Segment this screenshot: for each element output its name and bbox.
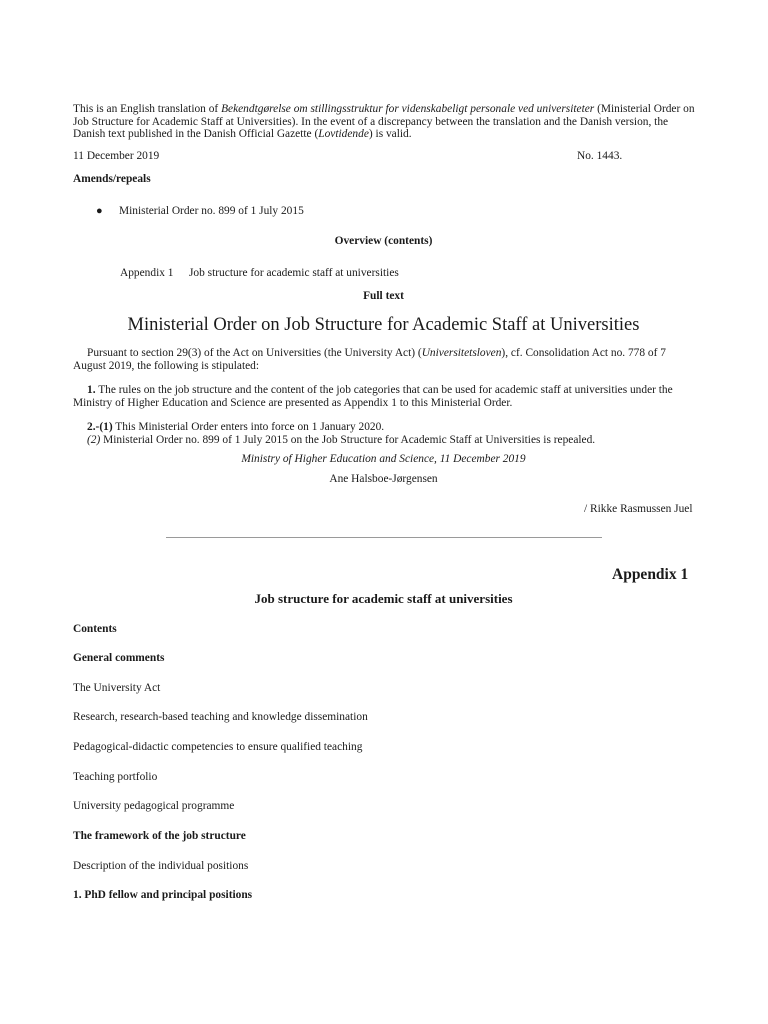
subsection-number: (2): [87, 434, 101, 446]
toc-item[interactable]: The framework of the job structure: [73, 830, 246, 842]
section-2: [73, 421, 698, 434]
translation-notice-text: This is an English translation of: [73, 103, 222, 115]
official-name: / Rikke Rasmussen Juel: [584, 503, 693, 515]
overview-heading: Overview (contents): [334, 235, 433, 247]
overview-item-text[interactable]: Job structure for academic staff at universities: [189, 267, 399, 279]
danish-title: Bekendtgørelse om stillingsstruktur for videnskabeligt personale ved universiteter: [221, 103, 595, 115]
appendix-label: Appendix 1: [612, 566, 689, 583]
section-text: This Ministerial Order enters into force on 1 January 2020.: [112, 421, 385, 433]
translation-notice: [73, 103, 698, 141]
preamble-text: Pursuant to section 29(3) of the Act on Universities (the University Act) (: [87, 347, 422, 359]
toc-item[interactable]: Research, research-based teaching and knowledge dissemination: [73, 711, 368, 723]
preamble-text: ), cf. Consolidation Act no. 778 of 7 August 2019, the following is stipulated:: [73, 347, 666, 372]
full-text-heading: Full text: [363, 290, 404, 302]
section-text: The rules on the job structure and the content of the job categories that can be used for academic staff at universities under the Ministry of Higher Education and Science are presented as Appendix 1 to this Ministerial Order.: [73, 384, 673, 409]
overview-item-label[interactable]: Appendix 1: [120, 267, 174, 279]
amends-item[interactable]: Ministerial Order no. 899 of 1 July 2015: [119, 205, 304, 217]
contents-heading: Contents: [73, 623, 117, 635]
toc-item[interactable]: University pedagogical programme: [73, 800, 235, 812]
order-date: 11 December 2019: [73, 150, 160, 162]
toc-item[interactable]: Description of the individual positions: [73, 860, 249, 872]
act-name: Universitetsloven: [421, 347, 502, 359]
section-number: 2.-(1): [87, 421, 113, 433]
section-number: 1.: [87, 384, 96, 396]
toc-item[interactable]: Pedagogical-didactic competencies to ensure qualified teaching: [73, 741, 363, 753]
toc-item[interactable]: The University Act: [73, 682, 161, 694]
toc-item[interactable]: Teaching portfolio: [73, 771, 158, 783]
section-text: Ministerial Order no. 899 of 1 July 2015 on the Job Structure for Academic Staff at Universities is repealed.: [100, 434, 596, 446]
preamble: [73, 347, 698, 372]
translation-notice-text: ) is valid.: [368, 128, 412, 140]
translation-notice-text: (Ministerial Order on Job Structure for Academic Staff at Universities). In the event of a discrepancy between the translation and the Danish version, the Danish text published in the Danish Official Gazette (: [73, 103, 695, 140]
section-2-subsection: [73, 434, 698, 447]
ministry-signature: Ministry of Higher Education and Science, 11 December 2019: [241, 453, 526, 465]
section-1: [73, 384, 698, 409]
document-title: Ministerial Order on Job Structure for Academic Staff at Universities: [127, 315, 640, 335]
bullet-icon: ●: [96, 205, 103, 217]
minister-name: Ane Halsboe-Jørgensen: [329, 473, 438, 485]
appendix-title: Job structure for academic staff at universities: [254, 591, 513, 606]
toc-item[interactable]: 1. PhD fellow and principal positions: [73, 889, 253, 901]
gazette-name: Lovtidende: [318, 128, 369, 140]
toc-item[interactable]: General comments: [73, 652, 165, 664]
amends-heading: Amends/repeals: [73, 173, 151, 185]
order-number: No. 1443.: [577, 150, 623, 162]
divider: [166, 537, 602, 538]
